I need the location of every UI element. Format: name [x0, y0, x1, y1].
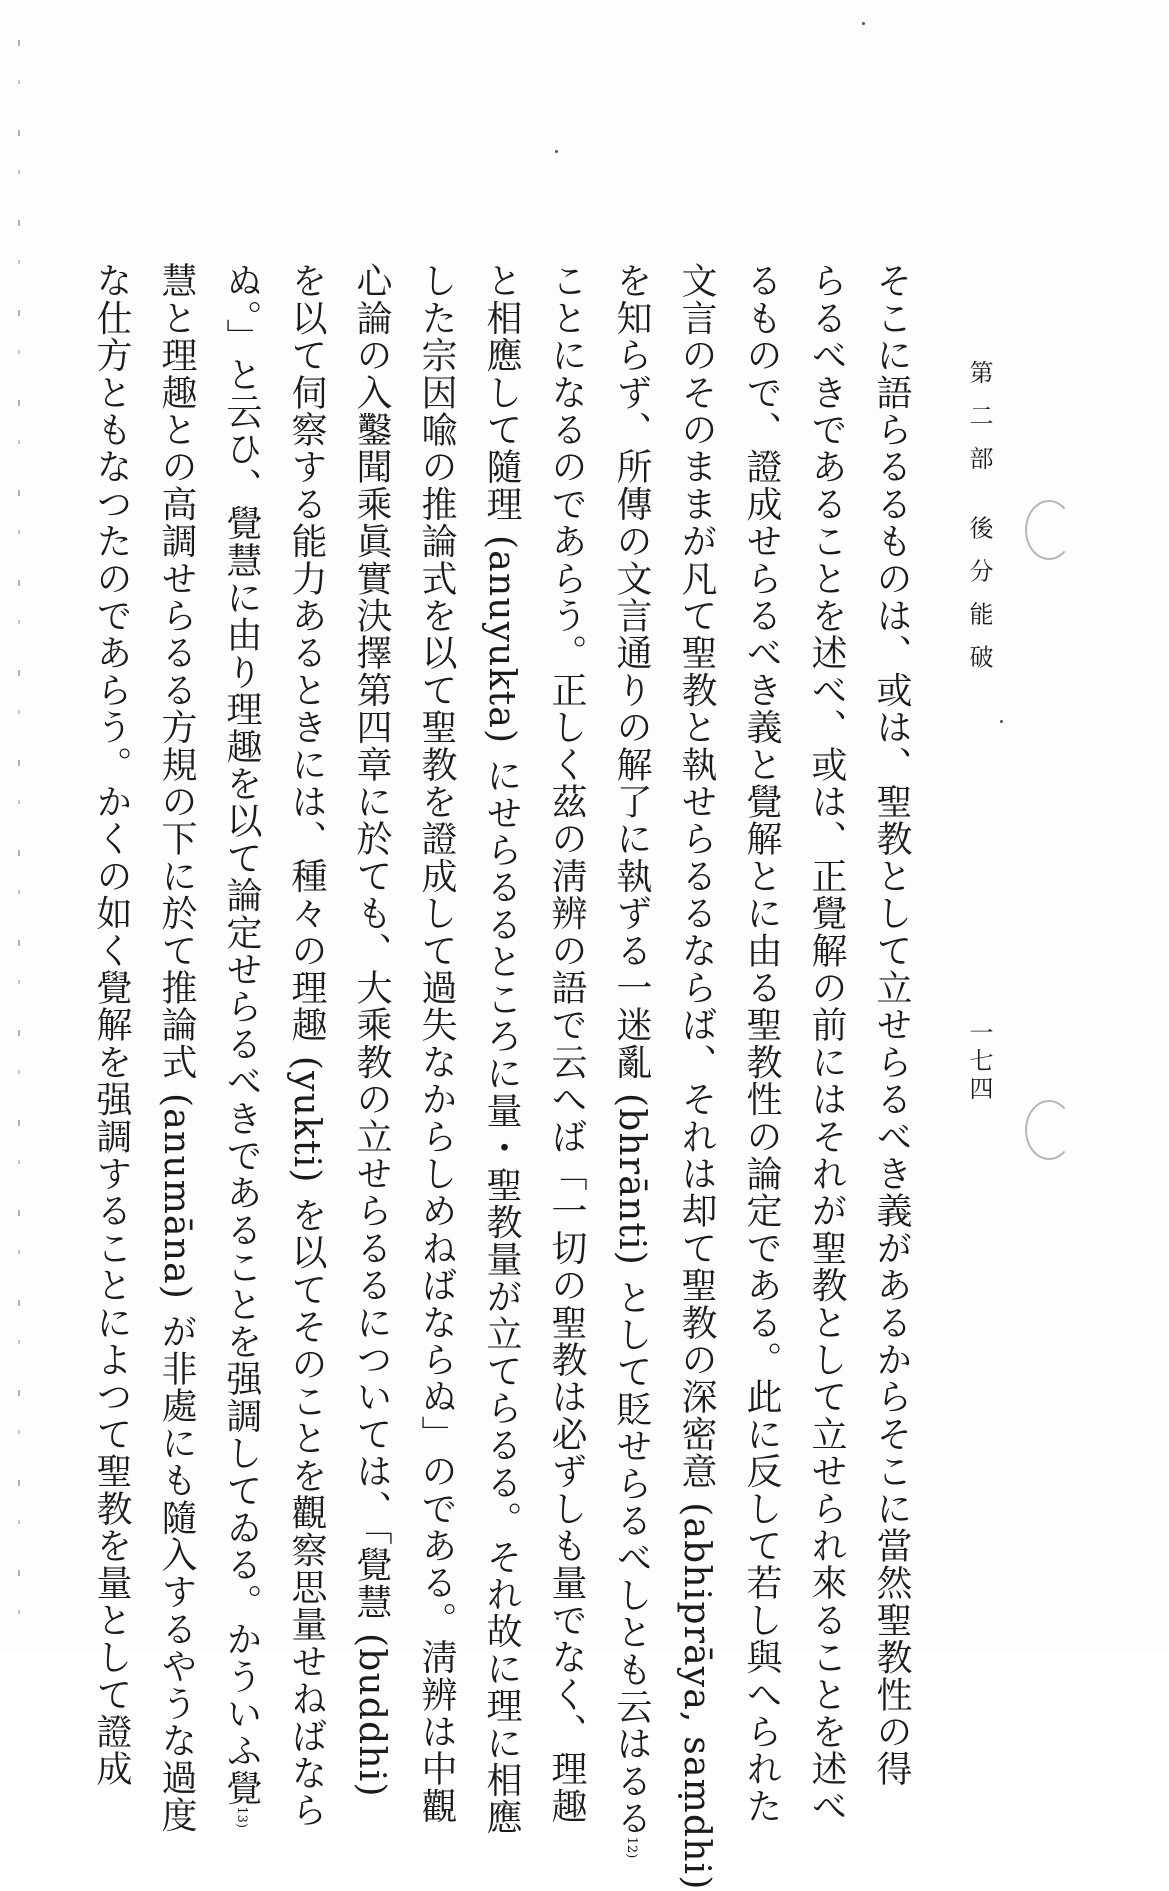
- scan-edge-line: [18, 40, 20, 1620]
- text-column: ことになるのであらう。正しく茲の淸辨の語で云へば「一切の聖教は必ずしも量でなく、理趣: [546, 262, 587, 1825]
- body-text: [91, 262, 924, 1891]
- scan-speck: [1000, 720, 1003, 723]
- text-column: 心論の入鑿聞乘眞實決擇第四章に於ても、大乘教の立せらるるについては、「覺慧 (buddhi): [351, 262, 392, 1798]
- text-column: 慧と理趣との高調せらるる方規の下に於て推論式 (anumāna) が非處にも隨入するやうな過度: [156, 262, 197, 1834]
- scan-speck: [862, 22, 865, 25]
- text-column: そこに語らるるものは、或は、聖教として立せらるべき義があるからそこに當然聖教性の得: [871, 262, 912, 1788]
- text-column: るもので、證成せらるべき義と覺解とに由る聖教性の論定である。此に反して若し與へられた: [741, 262, 782, 1825]
- text-column: した宗因喩の推論式を以て聖教を證成して過失なからしめねばならぬ」のである。淸辨は中觀: [416, 262, 457, 1825]
- text-column: 文言のそのままが凡て聖教と執せらるるならば、それは却て聖教の深密意 (abhiprāya, saṃdhi): [676, 262, 717, 1891]
- running-head: 第二部 後分能破: [965, 360, 993, 688]
- text-column: らるべきであることを述べ、或は、正覺解の前にはそれが聖教として立せられ來ることを述べ: [806, 262, 847, 1825]
- text-column: を以て伺察する能力あるときには、種々の理趣 (yukti) を以てそのことを觀察思量せねばなら: [286, 262, 327, 1829]
- text-column: と相應して隨理 (anuyukta) にせらるるところに量・聖教量が立てらるる。それ故に理に相應: [481, 262, 522, 1836]
- binding-hole-mark: [1025, 1100, 1073, 1160]
- text-column: を知らず、所傳の文言通りの解了に執ずる一迷亂 (bhrānti) として貶せらるべしとも云はるる12): [611, 262, 652, 1859]
- page-number: 一七四: [965, 1020, 993, 1104]
- text-column: な仕方ともなつたのであらう。かくの如く覺解を强調することによつて聖教を量として證成: [91, 262, 132, 1788]
- footnote-ref: 13): [234, 1806, 249, 1829]
- text-column: ぬ。」と云ひ、覺慧に由り理趣を以て論定せらるべきであることを强調してゐる。かういふ覺13): [221, 262, 262, 1829]
- footnote-ref: 12): [624, 1836, 639, 1859]
- scan-speck: [555, 150, 558, 153]
- binding-hole-mark: [1025, 500, 1073, 560]
